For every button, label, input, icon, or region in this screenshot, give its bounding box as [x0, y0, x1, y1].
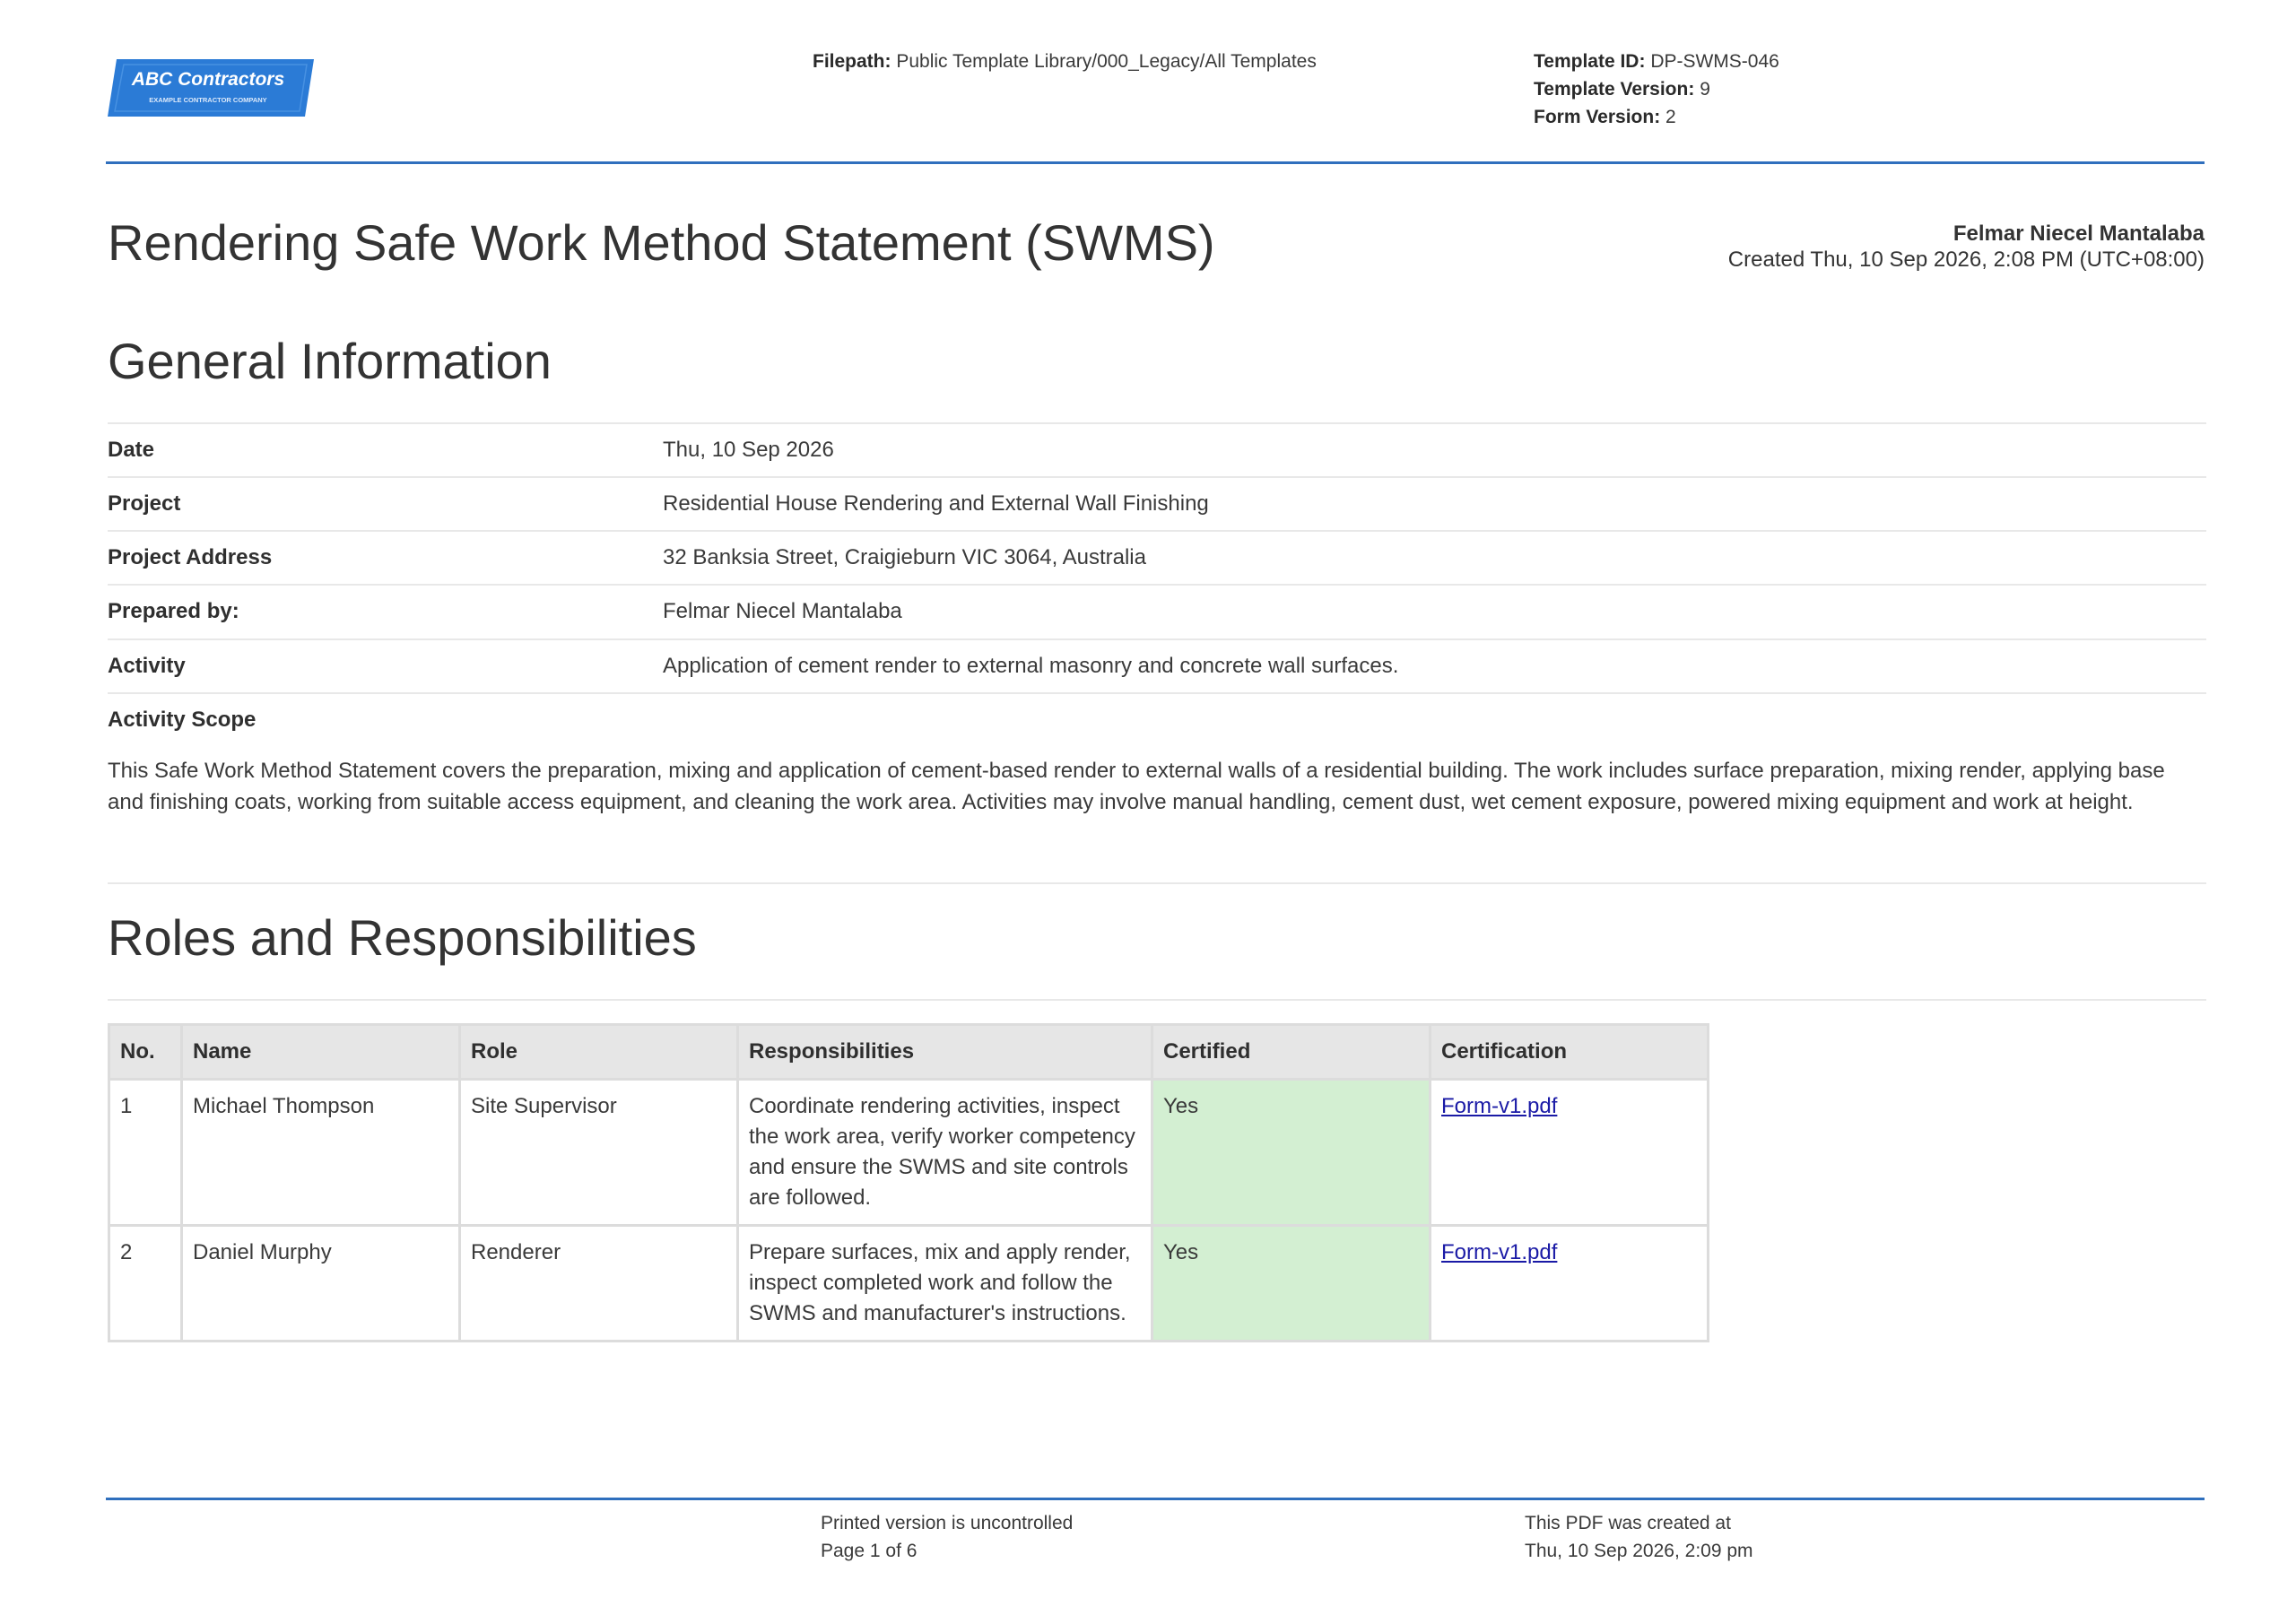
logo-name: ABC Contractors [131, 69, 285, 90]
cell-role: Renderer [460, 1226, 738, 1342]
template-id-label: Template ID: [1534, 51, 1646, 72]
cell-role: Site Supervisor [460, 1080, 738, 1226]
form-version-value: 2 [1665, 107, 1676, 127]
filepath [813, 48, 1317, 75]
info-row-activity-scope [108, 692, 2206, 746]
info-label: Project Address [108, 545, 273, 569]
info-value: Residential House Rendering and External Wall Finishing [663, 491, 1209, 516]
cell-certification [1431, 1080, 1709, 1226]
uncontrolled-notice: Printed version is uncontrolled [821, 1513, 1074, 1533]
activity-scope-text: This Safe Work Method Statement covers the preparation, mixing and application of cement-based render to external walls of a residential building. The work includes surface preparation, mixing render, applying base and finishing coats, working from suitable access equipment, and cleaning the work area. Activities may involve manual handling, cement dust, wet cement exposure, powered mixing equipment and work at height. [108, 759, 2165, 814]
info-value: Felmar Niecel Mantalaba [663, 599, 902, 623]
roles-table [108, 1023, 1709, 1342]
section-roles-and-responsibilities: Roles and Responsibilities [108, 909, 697, 966]
certification-link[interactable]: Form-v1.pdf [1441, 1240, 1558, 1264]
cell-no: 2 [109, 1226, 182, 1342]
table-header-row [109, 1025, 1709, 1080]
table-row [109, 1080, 1709, 1226]
filepath-label: Filepath: [813, 51, 891, 72]
column-header: Certified [1152, 1025, 1431, 1080]
template-id [1534, 48, 1779, 75]
cell-no: 1 [109, 1080, 182, 1226]
cell-name: Michael Thompson [182, 1080, 460, 1226]
author-name: Felmar Niecel Mantalaba [1952, 221, 2205, 246]
info-row-project-address [108, 530, 2206, 584]
header-divider [106, 161, 2205, 164]
template-meta [1534, 48, 1779, 131]
created-timestamp: Created Thu, 10 Sep 2026, 2:08 PM (UTC+08:00) [1727, 248, 2205, 272]
info-label: Date [108, 438, 155, 462]
cell-name: Daniel Murphy [182, 1226, 460, 1342]
form-version [1534, 103, 1779, 131]
company-logo [108, 59, 314, 117]
info-label: Prepared by: [108, 599, 239, 623]
cell-certified: Yes [1152, 1080, 1431, 1226]
form-version-label: Form Version: [1534, 107, 1661, 127]
info-value: Application of cement render to external masonry and concrete wall surfaces. [663, 654, 1399, 678]
page-title: Rendering Safe Work Method Statement (SWMS) [108, 214, 1215, 271]
logo-tagline: EXAMPLE CONTRACTOR COMPANY [149, 96, 267, 104]
info-label: Activity [108, 654, 186, 678]
cell-certification [1431, 1226, 1709, 1342]
template-version-value: 9 [1700, 79, 1710, 100]
footer-created-info [1525, 1509, 1753, 1565]
cell-responsibilities: Coordinate rendering activities, inspect the work area, verify worker competency and ensure the SWMS and site controls are followed. [738, 1080, 1152, 1226]
filepath-value: Public Template Library/000_Legacy/All Templates [896, 51, 1317, 72]
pdf-created-value: Thu, 10 Sep 2026, 2:09 pm [1525, 1541, 1753, 1561]
info-row-date [108, 422, 2206, 476]
cell-responsibilities: Prepare surfaces, mix and apply render, inspect completed work and follow the SWMS and manufacturer's instructions. [738, 1226, 1152, 1342]
footer-print-info [821, 1509, 1073, 1565]
info-label: Activity Scope [108, 708, 257, 732]
info-row-project [108, 476, 2206, 530]
column-header: Responsibilities [738, 1025, 1152, 1080]
column-header: Name [182, 1025, 460, 1080]
template-id-value: DP-SWMS-046 [1650, 51, 1779, 72]
author-info [1728, 221, 2205, 273]
section-divider [108, 882, 2206, 884]
info-row-activity [108, 638, 2206, 692]
column-header: No. [109, 1025, 182, 1080]
footer-divider [106, 1498, 2205, 1500]
section-divider [108, 999, 2206, 1001]
table-row [109, 1226, 1709, 1342]
info-value: Thu, 10 Sep 2026 [663, 438, 834, 462]
template-version-label: Template Version: [1534, 79, 1695, 100]
pdf-created-label: This PDF was created at [1525, 1513, 1731, 1533]
section-general-information: General Information [108, 333, 552, 389]
column-header: Role [460, 1025, 738, 1080]
info-label: Project [108, 491, 181, 516]
column-header: Certification [1431, 1025, 1709, 1080]
cell-certified: Yes [1152, 1226, 1431, 1342]
info-row-prepared-by [108, 584, 2206, 638]
page-number: Page 1 of 6 [821, 1541, 918, 1561]
template-version [1534, 75, 1779, 103]
certification-link[interactable]: Form-v1.pdf [1441, 1094, 1558, 1118]
info-value: 32 Banksia Street, Craigieburn VIC 3064, Australia [663, 545, 1146, 569]
